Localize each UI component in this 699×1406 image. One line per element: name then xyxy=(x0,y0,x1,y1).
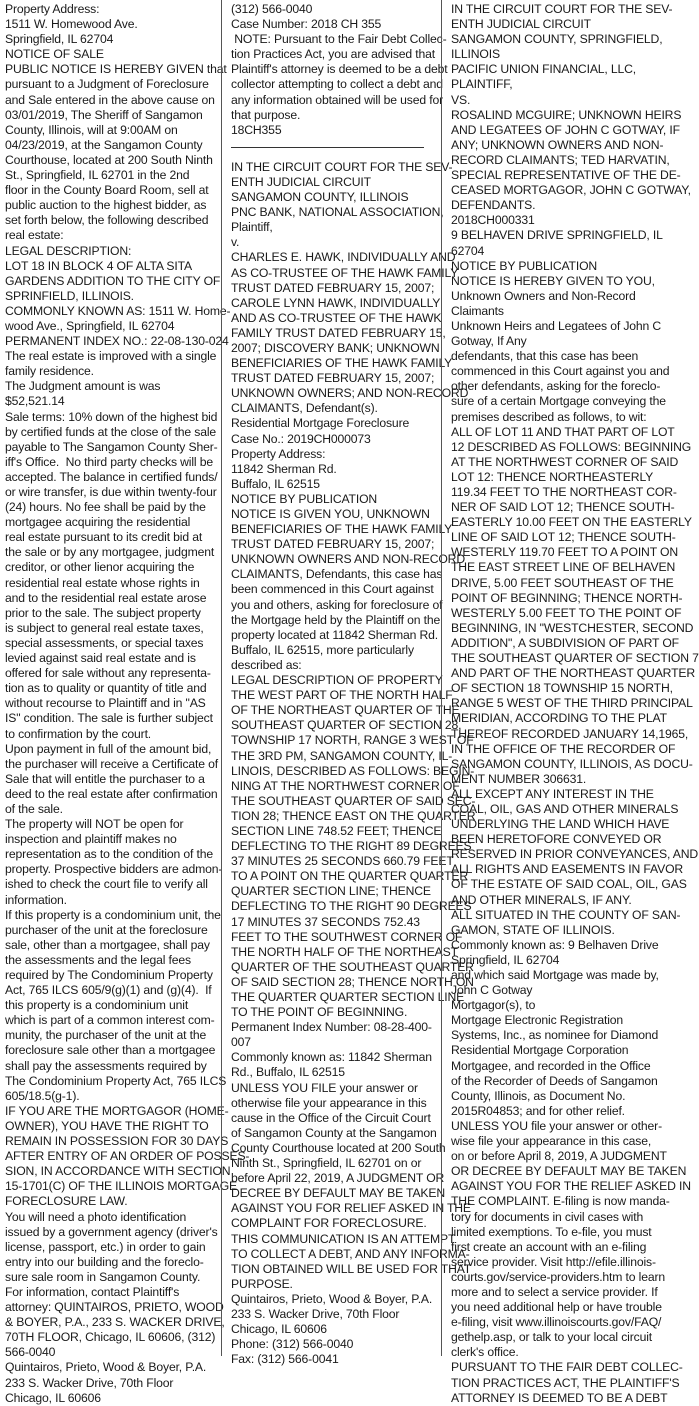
notice-text-line: and which said Mortgage was made by, xyxy=(451,968,659,982)
notice-text-line: 233 S. Wacker Drive, 70th Floor xyxy=(5,1375,174,1390)
notice-text-line: QUARTER OF THE SOUTHEAST QUARTER xyxy=(231,959,474,974)
notice-text-line: AND AS CO-TRUSTEE OF THE HAWK xyxy=(231,310,442,325)
notice-text-line: SOUTHEAST QUARTER OF SECTION 28, xyxy=(231,718,462,733)
notice-text-line: of the sale. xyxy=(5,801,63,816)
notice-text-line: NOTE: Pursuant to the Fair Debt Collec- xyxy=(231,32,447,47)
notice-text-line: 11842 Sherman Rd. xyxy=(231,461,337,476)
notice-text-line: Rd., Buffalo, IL 62515 xyxy=(231,1065,345,1080)
notice-text-line: issued by a government agency (driver's xyxy=(5,1224,218,1239)
notice-text-line: v. xyxy=(231,235,240,250)
notice-text-line: You will need a photo identification xyxy=(5,1209,187,1224)
notice-text-line: shall pay the assessments required by xyxy=(5,1058,207,1073)
notice-text-line: clerk's office. xyxy=(451,1345,519,1360)
notice-text-line: required by The Condominium Property xyxy=(5,968,213,982)
notice-text-line: THE COMPLAINT. E-filing is now manda- xyxy=(451,1194,670,1209)
notice-text-line: UNDERLYING THE LAND WHICH HAVE xyxy=(451,817,670,832)
notice-text-line: ANY; UNKNOWN OWNERS AND NON- xyxy=(451,137,664,152)
notice-text-line: THE WEST PART OF THE NORTH HALF xyxy=(231,688,453,703)
notice-text-line: and to the residential real estate arose xyxy=(5,590,207,605)
notice-text-line: payable to The Sangamon County Sher- xyxy=(5,439,218,454)
notice-text-line: residential real estate whose rights in xyxy=(5,575,200,590)
notice-text-line: PNC BANK, NATIONAL ASSOCIATION, xyxy=(231,205,444,220)
notice-text-line: OF THE NORTHEAST QUARTER OF THE xyxy=(231,703,460,718)
notice-text-line: munity, the purchaser of the unit at the xyxy=(5,1028,207,1043)
notice-text-line: of Sangamon County at the Sangamon xyxy=(231,1125,437,1140)
notice-text-line: or wire transfer, is due within twenty-four xyxy=(5,485,217,499)
notice-text-line: Courthouse, located at 200 South Ninth xyxy=(5,152,213,167)
notice-text-line: Ninth St., Springfield, IL 62701 on or xyxy=(231,1156,422,1171)
notice-text-line: Unknown Heirs and Legatees of John C xyxy=(451,318,662,333)
notice-text-line: The property will NOT be open for xyxy=(5,817,184,832)
notice-text-line: Upon payment in full of the amount bid, xyxy=(5,741,212,756)
notice-text-line: Sale terms: 10% down of the highest bid xyxy=(5,409,218,424)
notice-text-line: sure sale room in Sangamon County. xyxy=(5,1269,201,1284)
notice-text-line: Case Number: 2018 CH 355 xyxy=(231,17,382,32)
notice-text-line: REMAIN IN POSSESSION FOR 30 DAYS xyxy=(5,1134,229,1149)
notice-text-line: tion as to quality or quantity of title and xyxy=(5,681,207,696)
notice-text-line: DEFLECTING TO THE RIGHT 89 DEGREES xyxy=(231,839,472,854)
notice-text-line: COMMONLY KNOWN AS: 1511 W. Home- xyxy=(5,303,231,318)
notice-text-line: 03/01/2019, The Sheriff of Sangamon xyxy=(5,107,203,122)
notice-text-line: THE QUARTER QUARTER SECTION LINE xyxy=(231,990,465,1004)
notice-text-line: Plaintiff's attorney is deemed to be a debt xyxy=(231,62,448,77)
notice-text-line: BENEFICIARIES OF THE HAWK FAMILY xyxy=(231,522,453,537)
notice-text-line: 566-0040 xyxy=(5,1345,56,1360)
notice-text-line: 007 xyxy=(231,1035,251,1050)
notice-text-line: attorney: QUINTAIROS, PRIETO, WOOD xyxy=(5,1300,224,1315)
notice-text-line: AGAINST YOU FOR THE RELIEF ASKED IN xyxy=(451,1179,691,1194)
notice-text-line: CHARLES E. HAWK, INDIVIDUALLY AND xyxy=(231,250,456,265)
notice-text-line: wood Ave., Springfield, IL 62704 xyxy=(5,318,175,333)
notice-text-line: PACIFIC UNION FINANCIAL, LLC, xyxy=(451,62,637,77)
notice-text-line: MENT NUMBER 306631. xyxy=(451,771,587,786)
notice-text-line: real estate: xyxy=(5,228,64,243)
notice-text-line: 04/23/2019, at the Sangamon County xyxy=(5,137,203,152)
notice-text-line: County Courthouse located at 200 South xyxy=(231,1140,446,1155)
notice-text-line: EASTERLY 10.00 FEET ON THE EASTERLY xyxy=(451,515,692,530)
notice-text-line: Permanent Index Number: 08-28-400- xyxy=(231,1020,432,1035)
notice-text-line: WESTERLY 119.70 FEET TO A POINT ON xyxy=(451,545,678,560)
notice-text-line: IF YOU ARE THE MORTGAGOR (HOME- xyxy=(5,1103,229,1118)
notice-text-line: NOTICE BY PUBLICATION xyxy=(231,491,378,506)
notice-text-line: tion Practices Act, you are advised that xyxy=(231,47,436,62)
notice-text-line: ALL SITUATED IN THE COUNTY OF SAN- xyxy=(451,907,681,922)
notice-text-line: the sale or by any mortgagee, judgment xyxy=(5,545,215,560)
notice-text-line: ALL EXCEPT ANY INTEREST IN THE xyxy=(451,786,654,801)
notice-text-line: special assessments, or special taxes xyxy=(5,635,204,650)
notice-text-line: Phone: (312) 566-0040 xyxy=(231,1337,354,1352)
notice-text-line: Quintairos, Prieto, Wood & Boyer, P.A. xyxy=(231,1291,433,1306)
notice-text-line: 233 S. Wacker Drive, 70th Floor xyxy=(231,1306,400,1321)
notice-text-line: you and others, asking for foreclosure of xyxy=(231,597,443,612)
notice-text-line: AGAINST YOU FOR RELIEF ASKED IN THE xyxy=(231,1201,471,1216)
notice-text-line: any information obtained will be used for xyxy=(231,92,443,107)
notice-text-line: LOT 18 IN BLOCK 4 OF ALTA SITA xyxy=(5,258,192,273)
notice-text-line: Chicago, IL 60606 xyxy=(5,1390,101,1405)
notice-text-line: 12 DESCRIBED AS FOLLOWS: BEGINNING xyxy=(451,439,692,454)
notice-text-line: first create an account with an e-filing xyxy=(451,1239,647,1254)
notice-text-line: wise file your appearance in this case, xyxy=(451,1134,652,1149)
notice-text-line: NING AT THE NORTHWEST CORNER OF xyxy=(231,778,460,793)
notice-text-line: VS. xyxy=(451,92,471,107)
notice-text-line: MERIDIAN, ACCORDING TO THE PLAT xyxy=(451,711,667,726)
notice-text-line: Case No.: 2019CH000073 xyxy=(231,431,371,446)
notice-text-line: Property Address: xyxy=(5,2,100,16)
notice-text-line: Springfield, IL 62704 xyxy=(451,952,560,967)
notice-text-line: Unknown Owners and Non-Record xyxy=(451,288,636,303)
notice-text-line: Fax: (312) 566-0041 xyxy=(231,1352,339,1367)
notice-text-line: CLAIMANTS, Defendant(s). xyxy=(231,401,378,416)
notice-text-line: PLAINTIFF, xyxy=(451,77,513,92)
notice-text-line: ILLINOIS xyxy=(451,47,500,62)
notice-text-line: the assessments and the legal fees xyxy=(5,952,191,967)
notice-text-line: DEFLECTING TO THE RIGHT 90 DEGREES xyxy=(231,899,472,914)
notice-text-line: AND LEGATEES OF JOHN C GOTWAY, IF xyxy=(451,122,680,137)
notice-text-line: FEET TO THE SOUTHWEST CORNER OF xyxy=(231,929,463,944)
notice-text-line: sale, other than a mortgagee, shall pay xyxy=(5,937,210,952)
notice-text-line: property located at 11842 Sherman Rd. xyxy=(231,627,438,642)
notice-text-line: COMPLAINT FOR FORECLOSURE. xyxy=(231,1216,427,1231)
notice-text-line: SPECIAL REPRESENTATIVE OF THE DE- xyxy=(451,168,681,183)
notice-text-line: PURSUANT TO THE FAIR DEBT COLLEC- xyxy=(451,1360,683,1375)
notice-text-line: UNKNOWN OWNERS AND NON-RECORD xyxy=(231,552,465,567)
notice-text-line: TION 28; THENCE EAST ON THE QUARTER xyxy=(231,808,476,823)
notice-text-line: Mortgagor(s), to xyxy=(451,998,536,1013)
notice-text-line: AS CO-TRUSTEE OF THE HAWK FAMILY xyxy=(231,265,459,280)
notice-text-line: The Judgment amount is was xyxy=(5,379,161,394)
notice-text-line: IS" condition. The sale is further subject xyxy=(5,711,213,726)
notice-text-line: Act, 765 ILCS 605/9(g)(1) and (g)(4). If xyxy=(5,983,212,998)
notice-text-line: collector attempting to collect a debt and xyxy=(231,77,443,92)
notice-text-line: Residential Mortgage Foreclosure xyxy=(231,416,410,431)
notice-text-line: cause in the Office of the Circuit Court xyxy=(231,1110,431,1125)
notice-text-line: SION, IN ACCORDANCE WITH SECTION xyxy=(5,1164,231,1179)
notice-text-line: OR DECREE BY DEFAULT MAY BE TAKEN xyxy=(451,1164,687,1179)
notice-text-line: 15-1701(C) OF THE ILLINOIS MORTGAGE xyxy=(5,1179,238,1194)
notice-text-line: NOTICE IS HEREBY GIVEN TO YOU, xyxy=(451,273,655,288)
notice-text-line: FAMILY TRUST DATED FEBRUARY 15, xyxy=(231,325,446,340)
notice-text-line: CLAIMANTS, Defendants, this case has xyxy=(231,567,443,582)
notice-text-line: is subject to general real estate taxes, xyxy=(5,620,204,635)
notice-text-line: that purpose. xyxy=(231,107,301,122)
notice-text-line: TRUST DATED FEBRUARY 15, 2007; xyxy=(231,280,435,295)
notice-text-line: IN THE CIRCUIT COURT FOR THE SEV- xyxy=(451,2,673,16)
notice-text-line: The real estate is improved with a single xyxy=(5,349,217,364)
notice-text-line: tory for documents in civil cases with xyxy=(451,1209,644,1224)
notice-text-line: NOTICE IS GIVEN YOU, UNKNOWN xyxy=(231,507,430,521)
notice-text-line: BENEFICIARIES OF THE HAWK FAMILY xyxy=(231,356,453,371)
notice-text-line: service provider. Visit http://efile.illinois- xyxy=(451,1254,656,1269)
notice-text-line: Chicago, IL 60606 xyxy=(231,1322,327,1337)
notice-text-line: DECREE BY DEFAULT MAY BE TAKEN xyxy=(231,1186,446,1201)
notice-text-line: THIS COMMUNICATION IS AN ATTEMPT xyxy=(231,1231,456,1246)
notice-text-line: AND OTHER MINERALS, IF ANY. xyxy=(451,892,632,907)
notice-text-line: e-filing, visit www.illinoiscourts.gov/FAQ/ xyxy=(451,1315,662,1330)
notice-text-line: John C Gotway xyxy=(451,983,533,998)
notice-text-line: without recourse to Plaintiff and in "AS xyxy=(5,696,206,711)
column-divider xyxy=(221,0,222,1356)
notice-text-line: ALL OF LOT 11 AND THAT PART OF LOT xyxy=(451,424,675,439)
notice-text-line: representation as to the condition of the xyxy=(5,847,213,862)
notice-text-line: Buffalo, IL 62515, more particularly xyxy=(231,642,414,657)
notice-text-line: RANGE 5 WEST OF THE THIRD PRINCIPAL xyxy=(451,696,693,711)
notice-text-line: ENTH JUDICIAL CIRCUIT xyxy=(451,17,591,32)
notice-text-line: 62704 xyxy=(451,243,485,258)
notice-text-line: Property Address: xyxy=(231,446,326,461)
notice-text-line: purchaser of the unit at the foreclosure xyxy=(5,922,208,937)
notice-text-line: 1511 W. Homewood Ave. xyxy=(5,17,138,32)
notice-text-line: mortgagee acquiring the residential xyxy=(5,515,191,530)
notice-text-line: TO THE POINT OF BEGINNING. xyxy=(231,1005,408,1020)
notice-text-line: commenced in this Court against you and xyxy=(451,364,670,379)
notice-text-line: Commonly known as: 9 Belhaven Drive xyxy=(451,937,659,952)
notice-text-line: PUBLIC NOTICE IS HEREBY GIVEN that xyxy=(5,62,227,77)
notice-text-line: accepted. The balance in certified funds/ xyxy=(5,469,218,484)
notice-text-line: license, passport, etc.) in order to gain xyxy=(5,1239,206,1254)
notice-text-line: GARDENS ADDITION TO THE CITY OF xyxy=(5,273,221,288)
notice-text-line: RESERVED IN PRIOR CONVEYANCES, AND xyxy=(451,847,699,862)
notice-text-line: FORECLOSURE LAW. xyxy=(5,1194,128,1209)
notice-text-line: you need additional help or have trouble xyxy=(451,1300,662,1315)
notice-text-line: QUARTER SECTION LINE; THENCE xyxy=(231,884,431,899)
notice-text-line: creditor, or other lienor acquiring the xyxy=(5,560,195,575)
notice-text-line: more and to select a service provider. If xyxy=(451,1284,658,1299)
notice-text-line: ENTH JUDICIAL CIRCUIT xyxy=(231,174,371,189)
notice-text-line: OF THE ESTATE OF SAID COAL, OIL, GAS xyxy=(451,877,687,892)
notice-text-line: TRUST DATED FEBRUARY 15, 2007; xyxy=(231,371,435,386)
notice-text-line: entry into our building and the foreclo- xyxy=(5,1254,204,1269)
notice-text-line: Claimants xyxy=(451,303,504,318)
notice-text-line: 17 MINUTES 37 SECONDS 752.43 xyxy=(231,914,420,929)
notice-text-line: 37 MINUTES 25 SECONDS 660.79 FEET xyxy=(231,854,454,869)
notice-text-line: 605/18.5(g-1). xyxy=(5,1088,80,1103)
notice-text-line: courts.gov/service-providers.htm to learn xyxy=(451,1269,665,1284)
notice-text-line: described as: xyxy=(231,657,302,672)
notice-text-line: inspection and plaintiff makes no xyxy=(5,832,177,847)
notice-text-line: COAL, OIL, GAS AND OTHER MINERALS xyxy=(451,801,679,816)
notice-text-line: GAMON, STATE OF ILLINOIS. xyxy=(451,922,615,937)
notice-text-line: SECTION LINE 748.52 FEET; THENCE xyxy=(231,823,442,838)
notice-text-line: premises described as follows, to wit: xyxy=(451,409,647,424)
notice-text-line: OF SECTION 18 TOWNSHIP 15 NORTH, xyxy=(451,681,673,696)
notice-text-line: Residential Mortgage Corporation xyxy=(451,1043,629,1058)
notice-text-line: Mortgagee, and recorded in the Office xyxy=(451,1058,651,1073)
notice-text-line: LOT 12: THENCE NORTHEASTERLY xyxy=(451,469,654,484)
notice-text-line: TOWNSHIP 17 NORTH, RANGE 3 WEST OF xyxy=(231,733,474,748)
notice-text-line: Commonly known as: 11842 Sherman xyxy=(231,1050,432,1065)
notice-text-line: AFTER ENTRY OF AN ORDER OF POSSES- xyxy=(5,1149,250,1164)
notice-text-line: POINT OF BEGINNING; THENCE NORTH- xyxy=(451,590,683,605)
notice-text-line: set forth below, the following described xyxy=(5,213,209,228)
notice-text-line: LINE OF SAID LOT 12; THENCE SOUTH- xyxy=(451,530,676,545)
notice-text-line: SANGAMON COUNTY, SPRINGFIELD, xyxy=(451,32,663,47)
notice-text-line: the purchaser will receive a Certificate of xyxy=(5,756,219,771)
notice-text-line: of the Recorder of Deeds of Sangamon xyxy=(451,1073,658,1088)
notice-text-line: foreclosure sale other than a mortgagee xyxy=(5,1043,216,1058)
notice-text-line: levied against said real estate and is xyxy=(5,651,196,666)
notice-text-line: to confirmation by the court. xyxy=(5,726,152,741)
column-divider xyxy=(441,0,442,1356)
notice-text-line: NOTICE OF SALE xyxy=(5,47,104,62)
notice-text-line: THEREOF RECORDED JANUARY 14,1965, xyxy=(451,726,689,741)
notice-text-line: prior to the sale. The subject property xyxy=(5,605,201,620)
notice-text-line: PERMANENT INDEX NO.: 22-08-130-024 xyxy=(5,334,229,349)
notice-text-line: 2007; DISCOVERY BANK; UNKNOWN xyxy=(231,340,440,355)
notice-text-line: Mortgage Electronic Registration xyxy=(451,1013,624,1028)
notice-text-line: Quintairos, Prieto, Wood & Boyer, P.A. xyxy=(5,1360,207,1375)
notice-text-line: limited exemptions. To e-file, you must xyxy=(451,1224,652,1239)
notice-text-line: real estate pursuant to its credit bid at xyxy=(5,530,203,545)
notice-text-line: DRIVE, 5.00 FEET SOUTHEAST OF THE xyxy=(451,575,674,590)
notice-text-line: the Mortgage held by the Plaintiff on the xyxy=(231,612,441,627)
notice-text-line: been commenced in this Court against xyxy=(231,582,434,597)
notice-text-line: and Sale entered in the above cause on xyxy=(5,92,215,107)
notice-text-line: DEFENDANTS. xyxy=(451,198,536,213)
notice-text-line: public auction to the highest bidder, as xyxy=(5,198,207,213)
notice-text-line: by certified funds at the close of the sale xyxy=(5,424,217,439)
notice-text-line: OWNER), YOU HAVE THE RIGHT TO xyxy=(5,1118,209,1133)
notice-text-line: UNLESS YOU FILE your answer or xyxy=(231,1080,418,1095)
notice-text-line: LEGAL DESCRIPTION OF PROPERTY xyxy=(231,673,443,688)
notice-text-line: defendants, that this case has been xyxy=(451,349,639,364)
notice-text-line: AT THE NORTHWEST CORNER OF SAID xyxy=(451,454,679,469)
notice-text-line: TION PRACTICES ACT, THE PLAINTIFF'S xyxy=(451,1375,680,1390)
notice-text-line: (312) 566-0040 xyxy=(231,2,313,16)
notice-text-line: UNLESS YOU file your answer or other- xyxy=(451,1118,662,1133)
notice-text-line: THE SOUTHEAST QUARTER OF SECTION 7 xyxy=(451,651,699,666)
notice-text-line: $52,521.14 xyxy=(5,394,65,409)
notice-text-line: OF SAID SECTION 28; THENCE NORTH ON xyxy=(231,974,474,989)
notice-text-line: The Condominium Property Act, 765 ILCS xyxy=(5,1073,227,1088)
notice-text-line: ATTORNEY IS DEEMED TO BE A DEBT xyxy=(451,1390,668,1405)
notice-text-line: LINOIS, DESCRIBED AS FOLLOWS: BEGIN- xyxy=(231,763,475,778)
notice-text-line: BEGINNING, IN "WESTCHESTER, SECOND xyxy=(451,620,694,635)
notice-text-line: SANGAMON COUNTY, ILLINOIS, AS DOCU- xyxy=(451,756,693,771)
notice-text-line: NOTICE BY PUBLICATION xyxy=(451,258,598,273)
notice-text-line: Sale that will entitle the purchaser to a xyxy=(5,771,205,786)
notice-text-line: information. xyxy=(5,892,67,907)
notice-text-line: pursuant to a Judgment of Foreclosure xyxy=(5,77,209,92)
notice-text-line: CAROLE LYNN HAWK, INDIVIDUALLY xyxy=(231,295,441,310)
notice-text-line: ished to check the court file to verify all xyxy=(5,877,208,892)
notice-text-line: IN THE CIRCUIT COURT FOR THE SEV- xyxy=(231,159,453,174)
notice-text-line: If this property is a condominium unit, the xyxy=(5,907,221,922)
notice-column-3 xyxy=(451,2,699,1405)
notice-text-line: TO A POINT ON THE QUARTER QUARTER xyxy=(231,869,469,884)
notice-text-line: CEASED MORTGAGOR, JOHN C GOTWAY, xyxy=(451,183,691,198)
notice-text-line: otherwise file your appearance in this xyxy=(231,1095,427,1110)
notice-text-line: St., Springfield, IL 62701 in the 2nd xyxy=(5,168,190,183)
notice-text-line: gethelp.asp, or talk to your local circuit xyxy=(451,1330,652,1345)
notice-text-line: ALL RIGHTS AND EASEMENTS IN FAVOR xyxy=(451,862,684,877)
notice-text-line: 119.34 FEET TO THE NORTHEAST COR- xyxy=(451,485,677,499)
notice-text-line: County, Illinois, will at 9:00AM on xyxy=(5,122,178,137)
notice-text-line: NER OF SAID LOT 12; THENCE SOUTH- xyxy=(451,500,675,515)
notice-text-line: deed to the real estate after confirmation xyxy=(5,786,218,801)
notice-text-line: sure of a certain Mortgage conveying the xyxy=(451,394,666,409)
notice-text-line: IN THE OFFICE OF THE RECORDER OF xyxy=(451,741,676,756)
notice-text-line: THE EAST STREET LINE OF BELHAVEN xyxy=(451,560,676,575)
notice-text-line: 2015R04853; and for other relief. xyxy=(451,1103,625,1118)
notice-text-line: before April 22, 2019, A JUDGMENT OR xyxy=(231,1171,445,1186)
notice-text-line: ROSALIND MCGUIRE; UNKNOWN HEIRS xyxy=(451,107,682,122)
notice-text-line: UNKNOWN OWNERS; AND NON-RECORD xyxy=(231,386,469,401)
notice-text-line: which is part of a common interest com- xyxy=(5,1013,215,1028)
notice-text-line: County, Illinois, as Document No. xyxy=(451,1088,626,1103)
notice-text-line: TION OBTAINED WILL BE USED FOR THAT xyxy=(231,1261,472,1276)
notice-text-line: THE NORTH HALF OF THE NORTHEAST xyxy=(231,944,458,959)
notice-text-line: BEEN HERETOFORE CONVEYED OR xyxy=(451,832,662,847)
notice-text-line: ADDITION", A SUBDIVISION OF PART OF xyxy=(451,635,679,650)
notice-text-line: SANGAMON COUNTY, ILLINOIS xyxy=(231,190,409,205)
notice-text-line: RECORD CLAIMANTS; TED HARVATIN, xyxy=(451,152,670,167)
notice-text-line: on or before April 8, 2019, A JUDGMENT xyxy=(451,1149,667,1164)
notice-text-line: iff's Office. No third party checks will be xyxy=(5,454,213,469)
notice-text-line: this property is a condominium unit xyxy=(5,998,189,1013)
notice-text-line: THE 3RD PM, SANGAMON COUNTY, IL- xyxy=(231,748,453,763)
notice-text-line: & BOYER, P.A., 233 S. WACKER DRIVE, xyxy=(5,1315,225,1330)
notice-text-line: TRUST DATED FEBRUARY 15, 2007; xyxy=(231,537,435,552)
notice-text-line: THE SOUTHEAST QUARTER OF SAID SEC- xyxy=(231,793,476,808)
notice-text-line: Systems, Inc., as nominee for Diamond xyxy=(451,1028,659,1043)
notice-text-line: property. Prospective bidders are admon- xyxy=(5,862,223,877)
notice-text-line: TO COLLECT A DEBT, AND ANY INFORMA- xyxy=(231,1246,470,1261)
notice-text-line: AND PART OF THE NORTHEAST QUARTER xyxy=(451,666,696,681)
notice-separator-rule xyxy=(231,147,424,148)
notice-text-line: offered for sale without any representa- xyxy=(5,666,211,681)
notice-text-line: 18CH355 xyxy=(231,122,282,137)
notice-text-line: 70TH FLOOR, Chicago, IL 60606, (312) xyxy=(5,1330,216,1345)
notice-text-line: family residence. xyxy=(5,364,94,379)
notice-text-line: Buffalo, IL 62515 xyxy=(231,476,320,491)
notice-continuation-block xyxy=(231,2,448,138)
notice-text-line: Plaintiff, xyxy=(231,220,273,235)
notice-text-line: other defendants, asking for the foreclo- xyxy=(451,379,661,394)
notice-text-line: WESTERLY 5.00 FEET TO THE POINT OF xyxy=(451,605,682,620)
notice-text-line: SPRINFIELD, ILLINOIS. xyxy=(5,288,134,303)
notice-text-line: For information, contact Plaintiff's xyxy=(5,1284,180,1299)
notice-text-line: 9 BELHAVEN DRIVE SPRINGFIELD, IL xyxy=(451,228,663,243)
notice-text-line: floor in the County Board Room, sell at xyxy=(5,183,209,198)
notice-text-line: PURPOSE. xyxy=(231,1276,293,1291)
notice-text-line: Gotway, If Any xyxy=(451,334,527,349)
notice-text-line: LEGAL DESCRIPTION: xyxy=(5,243,132,258)
notice-text-line: Springfield, IL 62704 xyxy=(5,32,114,47)
notice-text-line: 2018CH000331 xyxy=(451,213,535,228)
notice-text-line: (24) hours. No fee shall be paid by the xyxy=(5,500,206,515)
